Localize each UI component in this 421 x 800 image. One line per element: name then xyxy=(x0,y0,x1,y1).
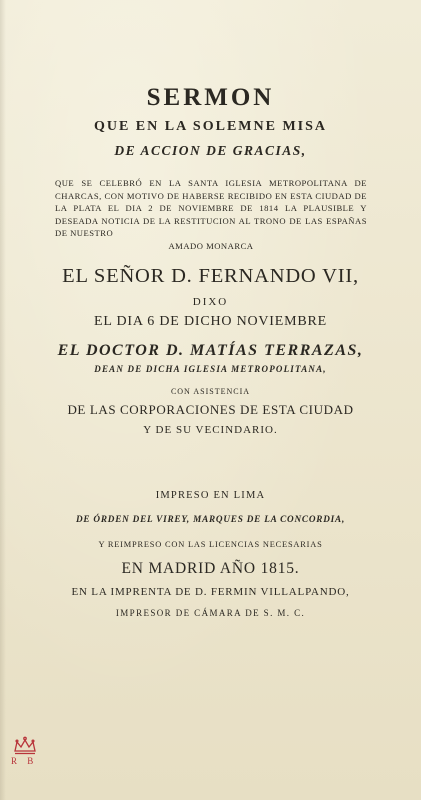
date-line: EL DIA 6 DE DICHO NOVIEMBRE xyxy=(93,314,327,329)
description-paragraph xyxy=(55,177,367,253)
description-last-line: AMADO MONARCA xyxy=(168,240,254,251)
crown-icon xyxy=(12,736,38,756)
orden-virey-line: DE ÓRDEN DEL VIREY, MARQUES DE LA CONCORDIA, xyxy=(75,514,346,524)
document-title: SERMON xyxy=(146,84,275,111)
subtitle-solemne-misa: QUE EN LA SOLEMNE MISA xyxy=(93,119,328,134)
corporaciones-line: DE LAS CORPORACIONES DE ESTA CIUDAD xyxy=(67,402,354,417)
impreso-lima-line: IMPRESO EN LIMA xyxy=(155,490,266,501)
vecindario-line: Y DE SU VECINDARIO. xyxy=(143,424,278,436)
impresor-camara-line: IMPRESOR DE CÁMARA DE S. M. C. xyxy=(115,608,306,618)
imprenta-line: EN LA IMPRENTA DE D. FERMIN VILLALPANDO, xyxy=(71,586,350,598)
library-stamp xyxy=(9,736,41,776)
author-title: DEAN DE DICHA IGLESIA METROPOLITANA, xyxy=(94,364,327,374)
madrid-year-line: EN MADRID AÑO 1815. xyxy=(121,560,300,577)
king-name: EL SEÑOR D. FERNANDO VII, xyxy=(62,265,359,287)
dixo-line: DIXO xyxy=(192,296,229,308)
subtitle-accion-de-gracias: DE ACCION DE GRACIAS, xyxy=(114,143,307,158)
con-asistencia-line: CON ASISTENCIA xyxy=(170,387,251,396)
description-text: QUE SE CELEBRÓ EN LA SANTA IGLESIA METROPOLITANA DE CHARCAS, CON MOTIVO DE HABERSE RECIBIDO EN ESTA CIUDAD DE LA PLATA EL DIA 2 DE NOVIEMBRE DE 1814 LA PLAUSIBLE Y DESEADA NOTICIA DE LA RESTITUCION AL TRONO DE LAS ESPAÑAS DE NUESTRO xyxy=(55,178,367,239)
reimpreso-line: Y REIMPRESO CON LAS LICENCIAS NECESARIAS xyxy=(98,540,323,549)
stamp-letters: R B xyxy=(11,756,38,766)
author-name: EL DOCTOR D. MATÍAS TERRAZAS, xyxy=(57,342,364,359)
